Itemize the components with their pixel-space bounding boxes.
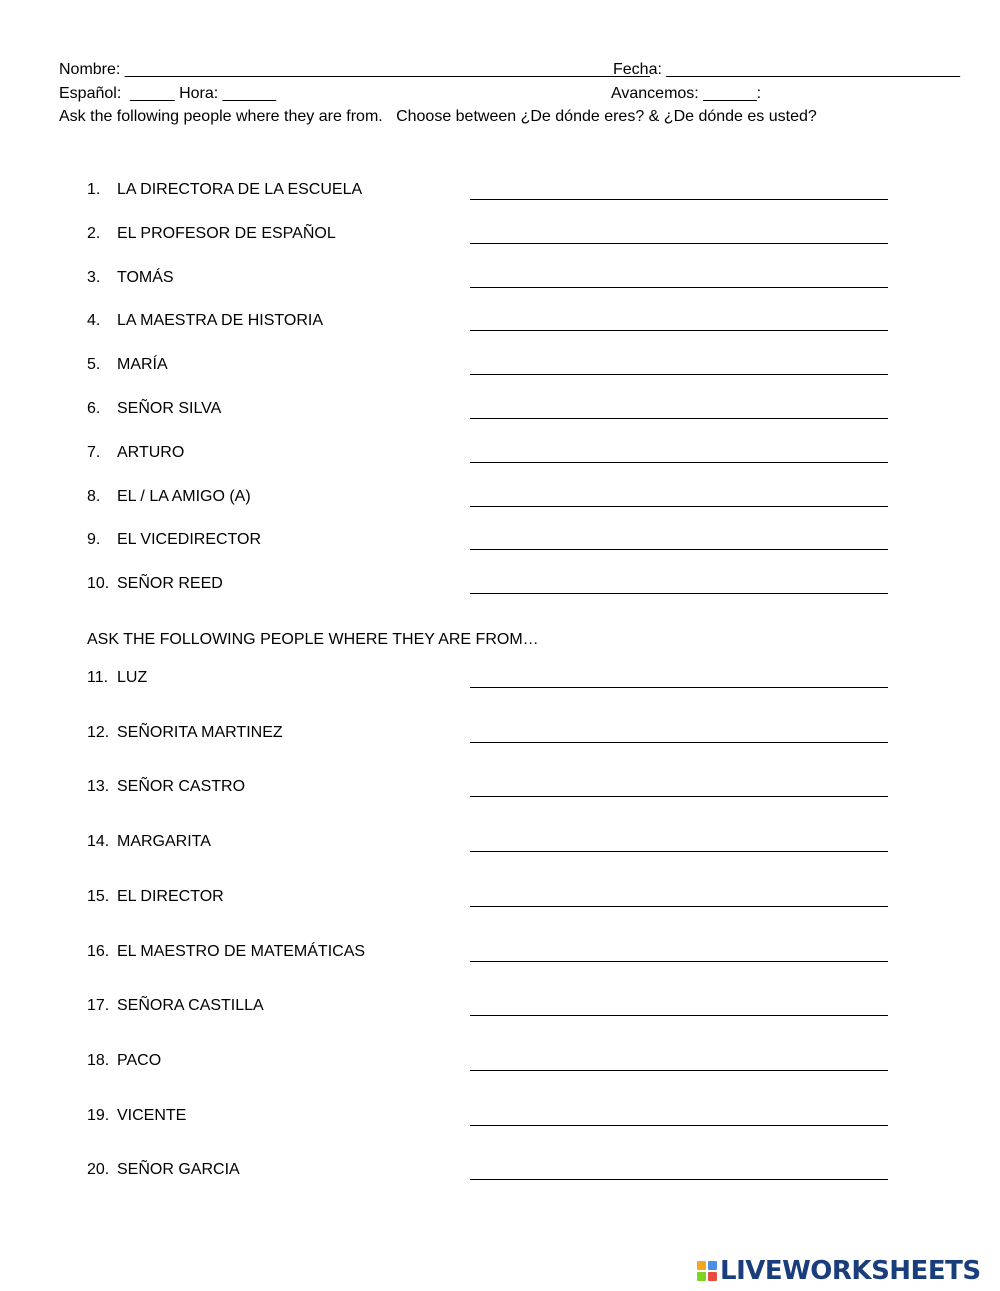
item-number: 4. [87,312,101,330]
item-number: 3. [87,268,101,286]
item-number: 15. [87,887,110,905]
item-person: TOMÁS [117,268,174,286]
answer-line[interactable] [470,374,888,375]
item-person: MARÍA [117,356,168,374]
answer-line[interactable] [470,199,888,200]
answer-line[interactable] [470,742,888,743]
item-number: 11. [87,669,109,686]
item-person: EL / LA AMIGO (A) [117,487,251,505]
item-number: 13. [87,778,110,796]
item-person: EL DIRECTOR [117,887,224,905]
item-number: 10. [87,575,110,593]
logo-square-4 [708,1272,717,1281]
item-person: EL MAESTRO DE MATEMÁTICAS [117,942,366,960]
item-person: VICENTE [117,1106,187,1124]
answer-line[interactable] [470,287,888,288]
item-person: SEÑORITA MARTINEZ [117,723,283,741]
item-number: 12. [87,723,110,741]
logo-square-1 [697,1261,706,1270]
item-person: SEÑOR GARCIA [117,1161,240,1179]
liveworksheets-logo [697,1255,981,1287]
answer-line[interactable] [470,1015,888,1016]
item-number: 8. [87,487,101,505]
item-person: MARGARITA [117,833,211,851]
item-number: 9. [87,531,101,549]
logo-square-2 [708,1261,717,1270]
answer-line[interactable] [470,796,888,797]
answer-line[interactable] [470,1179,888,1180]
item-person: SEÑOR REED [117,575,223,593]
item-person: LA DIRECTORA DE LA ESCUELA [117,181,363,198]
answer-line[interactable] [470,243,888,244]
answer-line[interactable] [470,1070,888,1071]
item-person: LUZ [117,669,148,686]
item-number: 5. [87,356,101,374]
answer-line[interactable] [470,851,888,852]
item-person: LA MAESTRA DE HISTORIA [117,312,323,330]
answer-line[interactable] [470,961,888,962]
answer-line[interactable] [470,462,888,463]
item-number: 7. [87,443,101,461]
item-number: 14. [87,833,110,851]
item-number: 16. [87,942,110,960]
item-number: 17. [87,997,110,1015]
fecha-label: Fecha: _________________________________ [613,61,961,78]
logo-text: LIVEWORKSHEETS [720,1256,981,1286]
item-person: ARTURO [117,443,185,461]
item-number: 6. [87,400,101,417]
answer-line[interactable] [470,1125,888,1126]
nombre-label: Nombre: ___________________________________________________________ [59,61,650,78]
item-person: SEÑORA CASTILLA [117,997,264,1015]
answer-line[interactable] [470,330,888,331]
instructions: Ask the following people where they are from. Choose between ¿De dónde eres? & ¿De dónde es usted? [59,108,817,125]
item-person: EL VICEDIRECTOR [117,531,262,549]
item-number: 18. [87,1051,110,1069]
section-two-heading: ASK THE FOLLOWING PEOPLE WHERE THEY ARE FROM… [87,631,539,648]
avancemos-line: Avancemos: ______: [611,85,762,102]
answer-line[interactable] [470,687,888,688]
item-person: EL PROFESOR DE ESPAÑOL [117,224,336,242]
item-number: 1. [87,181,101,198]
item-person: SEÑOR CASTRO [117,778,246,796]
answer-line[interactable] [470,906,888,907]
item-number: 20. [87,1161,110,1179]
item-person: PACO [117,1051,162,1069]
item-number: 2. [87,224,101,242]
logo-square-3 [697,1272,706,1281]
item-person: SEÑOR SILVA [117,400,222,417]
espanol-hora-line: Español: _____ Hora: ______ [59,85,277,102]
item-number: 19. [87,1106,110,1124]
liveworksheets-logo-icon [697,1261,717,1281]
answer-line[interactable] [470,549,888,550]
answer-line[interactable] [470,593,888,594]
answer-line[interactable] [470,418,888,419]
answer-line[interactable] [470,506,888,507]
